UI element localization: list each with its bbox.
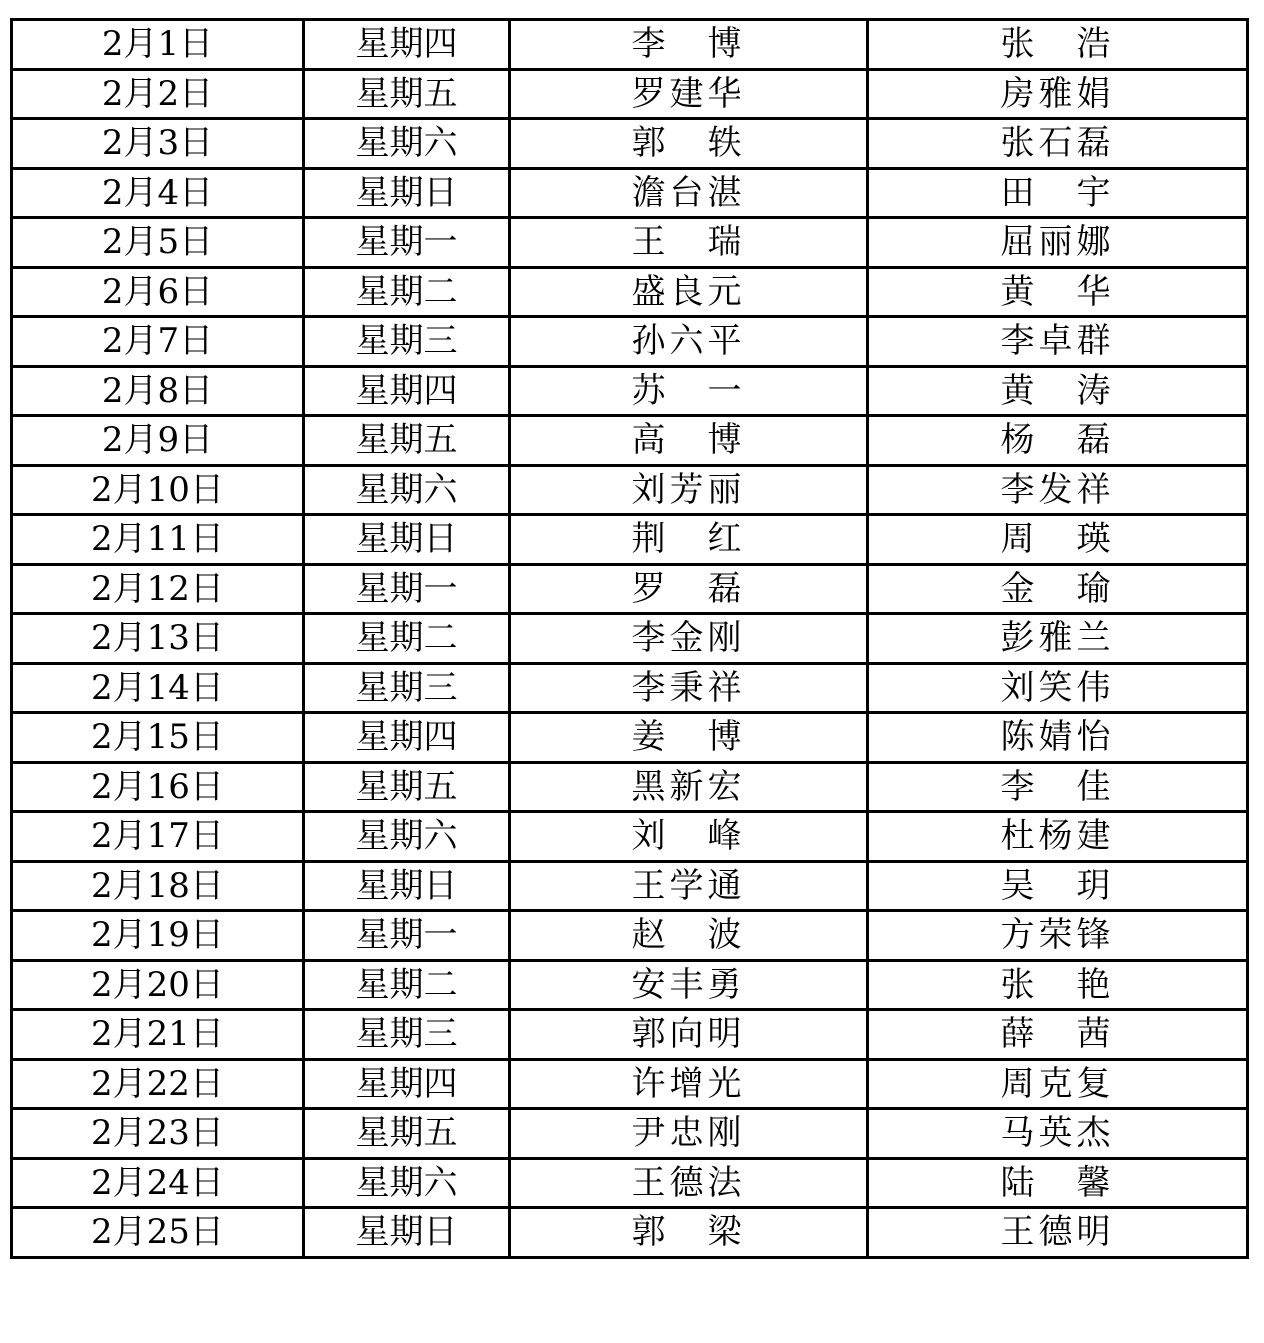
- person-b-cell-text: 彭雅兰: [1000, 618, 1115, 659]
- person-b-cell: [868, 614, 1248, 664]
- date-cell: [12, 218, 304, 268]
- person-b-cell-text: 薛 茜: [1000, 1014, 1115, 1055]
- duty-schedule-body: [12, 20, 1248, 1258]
- date-cell-text: 2月8日: [101, 370, 214, 411]
- person-b-cell: [868, 1109, 1248, 1159]
- person-b-cell: [868, 762, 1248, 812]
- person-b-cell: [868, 1158, 1248, 1208]
- date-cell: [12, 614, 304, 664]
- weekday-cell: [304, 663, 510, 713]
- person-a-cell-text: 罗 磊: [631, 568, 746, 609]
- date-cell: [12, 812, 304, 862]
- weekday-cell: [304, 1158, 510, 1208]
- person-b-cell: [868, 663, 1248, 713]
- weekday-cell-text: 星期三: [355, 1014, 458, 1055]
- table-row: [12, 69, 1248, 119]
- weekday-cell-text: 星期五: [355, 1113, 458, 1154]
- person-b-cell-text: 黄 涛: [1000, 370, 1115, 411]
- person-b-cell-text: 李卓群: [1000, 321, 1115, 362]
- date-cell: [12, 663, 304, 713]
- date-cell: [12, 1208, 304, 1258]
- person-b-cell: [868, 515, 1248, 565]
- date-cell: [12, 861, 304, 911]
- weekday-cell: [304, 960, 510, 1010]
- person-a-cell-text: 李 博: [631, 24, 746, 65]
- person-b-cell: [868, 1059, 1248, 1109]
- weekday-cell: [304, 119, 510, 169]
- date-cell-text: 2月19日: [91, 915, 224, 956]
- person-b-cell-text: 张 艳: [1000, 964, 1115, 1005]
- person-b-cell-text: 李 佳: [1000, 766, 1115, 807]
- weekday-cell: [304, 713, 510, 763]
- weekday-cell: [304, 1109, 510, 1159]
- person-b-cell-text: 房雅娟: [1000, 73, 1115, 114]
- person-b-cell: [868, 218, 1248, 268]
- date-cell: [12, 168, 304, 218]
- weekday-cell: [304, 911, 510, 961]
- person-a-cell-text: 王学通: [631, 865, 746, 906]
- person-a-cell: [510, 218, 868, 268]
- weekday-cell-text: 星期四: [355, 24, 458, 65]
- person-b-cell-text: 刘笑伟: [1000, 667, 1115, 708]
- date-cell-text: 2月6日: [101, 271, 214, 312]
- person-a-cell-text: 高 博: [631, 420, 746, 461]
- weekday-cell: [304, 366, 510, 416]
- date-cell: [12, 1158, 304, 1208]
- person-b-cell: [868, 465, 1248, 515]
- weekday-cell-text: 星期五: [355, 420, 458, 461]
- weekday-cell: [304, 1010, 510, 1060]
- table-row: [12, 1059, 1248, 1109]
- person-a-cell-text: 罗建华: [631, 73, 746, 114]
- person-a-cell: [510, 1010, 868, 1060]
- date-cell-text: 2月16日: [91, 766, 224, 807]
- weekday-cell: [304, 762, 510, 812]
- person-a-cell: [510, 1109, 868, 1159]
- person-a-cell: [510, 564, 868, 614]
- table-row: [12, 812, 1248, 862]
- weekday-cell: [304, 564, 510, 614]
- date-cell-text: 2月23日: [91, 1113, 224, 1154]
- person-b-cell: [868, 317, 1248, 367]
- table-row: [12, 366, 1248, 416]
- person-b-cell-text: 吴 玥: [1000, 865, 1115, 906]
- person-b-cell-text: 陈婧怡: [1000, 717, 1115, 758]
- person-a-cell: [510, 861, 868, 911]
- date-cell-text: 2月12日: [91, 568, 224, 609]
- date-cell: [12, 1010, 304, 1060]
- weekday-cell: [304, 69, 510, 119]
- person-b-cell: [868, 1010, 1248, 1060]
- date-cell: [12, 762, 304, 812]
- date-cell: [12, 1109, 304, 1159]
- person-b-cell: [868, 812, 1248, 862]
- person-a-cell-text: 郭 轶: [631, 123, 746, 164]
- date-cell-text: 2月10日: [91, 469, 224, 510]
- table-row: [12, 1208, 1248, 1258]
- weekday-cell: [304, 1059, 510, 1109]
- table-row: [12, 861, 1248, 911]
- table-row: [12, 218, 1248, 268]
- date-cell: [12, 960, 304, 1010]
- table-row: [12, 911, 1248, 961]
- date-cell-text: 2月1日: [101, 24, 214, 65]
- person-a-cell: [510, 168, 868, 218]
- person-b-cell-text: 金 瑜: [1000, 568, 1115, 609]
- date-cell-text: 2月2日: [101, 73, 214, 114]
- person-a-cell-text: 尹忠刚: [631, 1113, 746, 1154]
- table-row: [12, 119, 1248, 169]
- date-cell: [12, 20, 304, 70]
- person-b-cell-text: 田 宇: [1000, 172, 1115, 213]
- person-a-cell: [510, 69, 868, 119]
- weekday-cell-text: 星期二: [355, 964, 458, 1005]
- weekday-cell: [304, 614, 510, 664]
- table-row: [12, 1158, 1248, 1208]
- weekday-cell-text: 星期日: [355, 865, 458, 906]
- weekday-cell-text: 星期三: [355, 321, 458, 362]
- person-a-cell: [510, 960, 868, 1010]
- person-a-cell: [510, 267, 868, 317]
- person-a-cell: [510, 317, 868, 367]
- weekday-cell: [304, 465, 510, 515]
- date-cell-text: 2月5日: [101, 222, 214, 263]
- date-cell-text: 2月11日: [91, 519, 224, 560]
- person-a-cell-text: 郭向明: [631, 1014, 746, 1055]
- person-a-cell: [510, 911, 868, 961]
- weekday-cell: [304, 812, 510, 862]
- date-cell-text: 2月21日: [91, 1014, 224, 1055]
- date-cell-text: 2月15日: [91, 717, 224, 758]
- date-cell-text: 2月20日: [91, 964, 224, 1005]
- table-row: [12, 317, 1248, 367]
- person-b-cell: [868, 960, 1248, 1010]
- person-a-cell-text: 李秉祥: [631, 667, 746, 708]
- person-b-cell-text: 陆 馨: [1000, 1162, 1115, 1203]
- table-row: [12, 1109, 1248, 1159]
- weekday-cell: [304, 1208, 510, 1258]
- person-a-cell-text: 郭 梁: [631, 1212, 746, 1253]
- person-b-cell-text: 周 瑛: [1000, 519, 1115, 560]
- weekday-cell: [304, 317, 510, 367]
- weekday-cell-text: 星期一: [355, 568, 458, 609]
- person-a-cell: [510, 812, 868, 862]
- weekday-cell: [304, 20, 510, 70]
- person-a-cell-text: 王德法: [631, 1162, 746, 1203]
- person-b-cell: [868, 168, 1248, 218]
- person-a-cell-text: 荆 红: [631, 519, 746, 560]
- date-cell: [12, 465, 304, 515]
- date-cell-text: 2月14日: [91, 667, 224, 708]
- person-b-cell: [868, 713, 1248, 763]
- table-row: [12, 713, 1248, 763]
- person-b-cell-text: 王德明: [1000, 1212, 1115, 1253]
- date-cell-text: 2月9日: [101, 420, 214, 461]
- weekday-cell-text: 星期一: [355, 915, 458, 956]
- person-b-cell-text: 杜杨建: [1000, 816, 1115, 857]
- person-b-cell-text: 黄 华: [1000, 271, 1115, 312]
- person-b-cell: [868, 119, 1248, 169]
- person-b-cell: [868, 911, 1248, 961]
- person-a-cell: [510, 713, 868, 763]
- table-row: [12, 960, 1248, 1010]
- person-a-cell: [510, 762, 868, 812]
- date-cell-text: 2月3日: [101, 123, 214, 164]
- weekday-cell-text: 星期四: [355, 1063, 458, 1104]
- date-cell-text: 2月18日: [91, 865, 224, 906]
- person-a-cell: [510, 119, 868, 169]
- weekday-cell-text: 星期四: [355, 717, 458, 758]
- person-a-cell: [510, 515, 868, 565]
- person-a-cell-text: 赵 波: [631, 915, 746, 956]
- table-row: [12, 515, 1248, 565]
- duty-schedule-table: [10, 18, 1249, 1259]
- date-cell-text: 2月25日: [91, 1212, 224, 1253]
- person-a-cell: [510, 416, 868, 466]
- person-b-cell: [868, 20, 1248, 70]
- person-b-cell-text: 方荣锋: [1000, 915, 1115, 956]
- person-b-cell: [868, 1208, 1248, 1258]
- person-a-cell-text: 安丰勇: [631, 964, 746, 1005]
- weekday-cell-text: 星期二: [355, 271, 458, 312]
- date-cell: [12, 911, 304, 961]
- table-row: [12, 1010, 1248, 1060]
- date-cell: [12, 515, 304, 565]
- table-row: [12, 614, 1248, 664]
- person-b-cell: [868, 366, 1248, 416]
- weekday-cell-text: 星期五: [355, 73, 458, 114]
- weekday-cell-text: 星期日: [355, 172, 458, 213]
- person-b-cell: [868, 564, 1248, 614]
- date-cell-text: 2月17日: [91, 816, 224, 857]
- weekday-cell: [304, 267, 510, 317]
- person-a-cell: [510, 1208, 868, 1258]
- person-a-cell-text: 苏 一: [631, 370, 746, 411]
- date-cell: [12, 366, 304, 416]
- table-row: [12, 20, 1248, 70]
- weekday-cell: [304, 218, 510, 268]
- date-cell-text: 2月4日: [101, 172, 214, 213]
- weekday-cell-text: 星期四: [355, 370, 458, 411]
- person-a-cell: [510, 1158, 868, 1208]
- weekday-cell-text: 星期五: [355, 766, 458, 807]
- weekday-cell-text: 星期三: [355, 667, 458, 708]
- date-cell: [12, 564, 304, 614]
- person-b-cell-text: 屈丽娜: [1000, 222, 1115, 263]
- weekday-cell-text: 星期六: [355, 469, 458, 510]
- weekday-cell-text: 星期日: [355, 519, 458, 560]
- table-row: [12, 465, 1248, 515]
- weekday-cell: [304, 861, 510, 911]
- person-a-cell-text: 黑新宏: [631, 766, 746, 807]
- weekday-cell-text: 星期日: [355, 1212, 458, 1253]
- table-row: [12, 267, 1248, 317]
- date-cell: [12, 69, 304, 119]
- date-cell-text: 2月7日: [101, 321, 214, 362]
- weekday-cell: [304, 168, 510, 218]
- person-a-cell-text: 刘 峰: [631, 816, 746, 857]
- weekday-cell: [304, 416, 510, 466]
- person-a-cell: [510, 614, 868, 664]
- person-a-cell-text: 李金刚: [631, 618, 746, 659]
- table-row: [12, 416, 1248, 466]
- table-row: [12, 564, 1248, 614]
- person-b-cell-text: 张 浩: [1000, 24, 1115, 65]
- weekday-cell-text: 星期六: [355, 1162, 458, 1203]
- weekday-cell: [304, 515, 510, 565]
- person-b-cell-text: 周克复: [1000, 1063, 1115, 1104]
- person-b-cell: [868, 416, 1248, 466]
- person-b-cell: [868, 861, 1248, 911]
- person-b-cell: [868, 267, 1248, 317]
- person-a-cell-text: 盛良元: [631, 271, 746, 312]
- weekday-cell-text: 星期二: [355, 618, 458, 659]
- date-cell: [12, 267, 304, 317]
- person-a-cell: [510, 1059, 868, 1109]
- table-row: [12, 168, 1248, 218]
- person-b-cell-text: 杨 磊: [1000, 420, 1115, 461]
- person-a-cell: [510, 663, 868, 713]
- table-row: [12, 663, 1248, 713]
- date-cell: [12, 119, 304, 169]
- person-b-cell-text: 李发祥: [1000, 469, 1115, 510]
- person-a-cell: [510, 366, 868, 416]
- date-cell: [12, 416, 304, 466]
- person-a-cell-text: 刘芳丽: [631, 469, 746, 510]
- date-cell: [12, 1059, 304, 1109]
- person-a-cell-text: 姜 博: [631, 717, 746, 758]
- weekday-cell-text: 星期六: [355, 123, 458, 164]
- person-b-cell-text: 马英杰: [1000, 1113, 1115, 1154]
- date-cell: [12, 317, 304, 367]
- date-cell: [12, 713, 304, 763]
- person-a-cell-text: 孙六平: [631, 321, 746, 362]
- person-a-cell-text: 许增光: [631, 1063, 746, 1104]
- person-a-cell-text: 澹台湛: [631, 172, 746, 213]
- date-cell-text: 2月22日: [91, 1063, 224, 1104]
- person-b-cell-text: 张石磊: [1000, 123, 1115, 164]
- person-b-cell: [868, 69, 1248, 119]
- person-a-cell-text: 王 瑞: [631, 222, 746, 263]
- date-cell-text: 2月24日: [91, 1162, 224, 1203]
- person-a-cell: [510, 20, 868, 70]
- person-a-cell: [510, 465, 868, 515]
- table-row: [12, 762, 1248, 812]
- weekday-cell-text: 星期六: [355, 816, 458, 857]
- date-cell-text: 2月13日: [91, 618, 224, 659]
- weekday-cell-text: 星期一: [355, 222, 458, 263]
